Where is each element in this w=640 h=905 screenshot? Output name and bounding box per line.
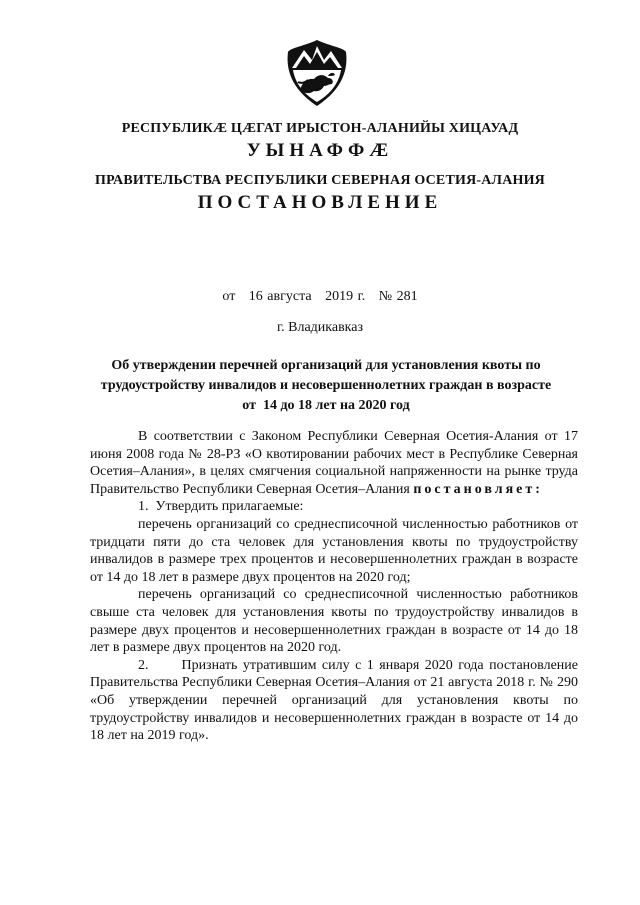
subject-line-2: трудоустройству инвалидов и несовершеннолетних граждан в возрасте [100,378,552,393]
item-1-list-entry-2: перечень организаций со среднесписочной численностью работников свыше ста человек для установления квоты по трудоустройству инвалидов в размере двух процентов и несовершеннолетних граждан в возрасте от 14 до 18 лет в размере двух процентов на 2020 год. [90,587,578,656]
preamble-paragraph [90,428,578,498]
item-1-list-entry-1: перечень организаций со среднесписочной численностью работников от тридцати пяти до ста человек для установления квоты по трудоустройству инвалидов в размере трех процентов и несовершеннолетних граждан в возрасте от 14 до 18 лет в размере двух процентов на 2020 год; [90,516,578,585]
subject-line-1: Об утверждении перечней организаций для установления квоты по [111,358,541,373]
resolves-word: постановляет: [413,481,543,497]
preamble-text: В соответствии с Законом Республики Северная Осетия-Алания от 17 июня 2008 года № 28-РЗ «О квотировании рабочих мест в Республике Северная Осетия–Алания», в целях смягчения социальной напряженности на рынке труда Правительство Республики Северная Осетия–Алания [90,429,578,497]
document-city: г. Владикавказ [276,320,364,335]
document-type-ossetian: УЫНАФФӔ [246,140,394,161]
item-2-paragraph: 2. Признать утратившим силу с 1 января 2020 года постановление Правительства Республики Северная Осетия–Алания от 21 августа 2018 г. № 290 «Об утверждении перечней организаций для установления квоты по трудоустройству инвалидов и несовершеннолетних граждан в возрасте от 14 до 18 лет на 2019 год». [90,657,582,744]
item-1-lead: 1. Утвердить прилагаемые: [138,499,304,515]
government-name-ossetian: РЕСПУБЛИКӔ ЦӔГАТ ИРЫСТОН-АЛАНИЙЫ ХИЦАУАД [121,121,519,136]
document-subject [90,356,562,416]
document-body [90,428,582,745]
subject-line-3: от 14 до 18 лет на 2020 год [242,398,410,413]
government-name-russian: ПРАВИТЕЛЬСТВА РЕСПУБЛИКИ СЕВЕРНАЯ ОСЕТИЯ-АЛАНИЯ [94,173,545,188]
coat-of-arms-icon [284,38,350,108]
document-date-number: от 16 августа 2019 г. № 281 [222,289,418,304]
document-type-russian: ПОСТАНОВЛЕНИЕ [197,192,443,213]
